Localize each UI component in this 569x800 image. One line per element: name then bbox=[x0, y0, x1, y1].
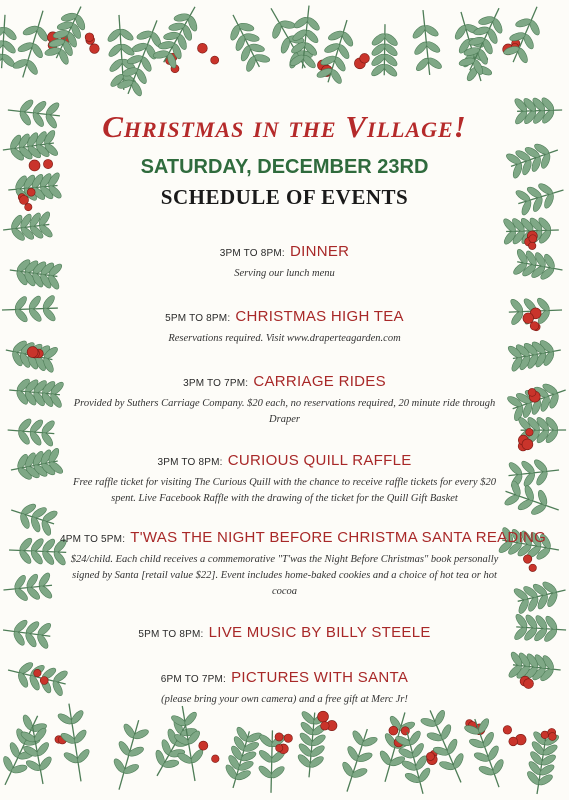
leaf-shape bbox=[486, 744, 500, 761]
leaf-shape bbox=[183, 710, 199, 727]
leaf-shape bbox=[132, 728, 149, 741]
event-item-live-music bbox=[60, 622, 509, 645]
berry-shape bbox=[27, 347, 38, 358]
leaf-shape bbox=[323, 42, 340, 55]
leaf-shape bbox=[433, 709, 446, 726]
leaf-shape bbox=[56, 20, 73, 31]
leaf-shape bbox=[543, 192, 556, 209]
event-description: Reservations required. Visit www.draperteagarden.com bbox=[168, 333, 401, 344]
leaf-shape bbox=[16, 671, 29, 688]
flyer-title: Christmas in the Village! bbox=[102, 109, 467, 144]
event-description: Provided by Suthers Carriage Company. $20 each, no reservations required, 20 minute ride through Draper bbox=[73, 398, 496, 425]
berry-shape bbox=[526, 428, 534, 436]
berry-shape bbox=[197, 43, 207, 53]
leaf-shape bbox=[11, 764, 28, 775]
leaf-shape bbox=[401, 759, 418, 772]
leaf-shape bbox=[527, 595, 540, 612]
berry-shape bbox=[523, 555, 532, 564]
berry-shape bbox=[19, 195, 28, 204]
leaf-shape bbox=[511, 162, 523, 179]
leaf-shape bbox=[240, 750, 257, 763]
event-description: (please bring your own camera) and a free gift at Merc Jr! bbox=[161, 694, 408, 705]
leaf-shape bbox=[458, 57, 475, 68]
leaf-shape bbox=[122, 763, 139, 776]
leaf-shape bbox=[72, 728, 88, 745]
leaf-shape bbox=[420, 717, 437, 728]
leaf-shape bbox=[234, 769, 251, 782]
berry-shape bbox=[212, 755, 220, 763]
leaf-shape bbox=[521, 159, 533, 176]
leaf-shape bbox=[546, 591, 559, 608]
event-title: T'WAS THE NIGHT BEFORE CHRISTMA SANTA READING bbox=[130, 529, 547, 546]
leaf-shape bbox=[515, 17, 532, 28]
berry-shape bbox=[211, 56, 219, 64]
leaf-shape bbox=[517, 597, 530, 614]
event-time: 5PM TO 8PM: bbox=[138, 629, 204, 640]
leaf-shape bbox=[29, 516, 41, 533]
event-title: PICTURES WITH SANTA bbox=[231, 669, 409, 686]
berry-shape bbox=[529, 242, 536, 249]
leaf-shape bbox=[173, 13, 190, 23]
leaf-shape bbox=[404, 771, 421, 784]
leaf-shape bbox=[356, 751, 373, 763]
leaf-shape bbox=[361, 735, 378, 747]
leaf-shape bbox=[69, 709, 85, 726]
leaf-shape bbox=[438, 760, 455, 771]
event-time: 3PM TO 8PM: bbox=[219, 248, 285, 259]
leaf-shape bbox=[162, 759, 179, 769]
leaf-shape bbox=[439, 723, 452, 740]
leaf-shape bbox=[452, 752, 465, 769]
berry-shape bbox=[40, 677, 48, 685]
event-time: 5PM TO 8PM: bbox=[165, 313, 231, 324]
leaf-shape bbox=[468, 737, 485, 749]
leaf-shape bbox=[28, 674, 41, 691]
event-time: 3PM TO 8PM: bbox=[157, 457, 223, 468]
leaf-shape bbox=[253, 53, 270, 63]
event-item-santa-pictures bbox=[60, 667, 509, 708]
leaf-shape bbox=[523, 484, 535, 501]
berry-shape bbox=[29, 160, 40, 171]
leaf-shape bbox=[237, 22, 254, 32]
berry-shape bbox=[276, 744, 283, 751]
event-title: LIVE MUSIC BY BILLY STEELE bbox=[208, 624, 431, 641]
berry-shape bbox=[523, 313, 534, 324]
event-title: CURIOUS QUILL RAFFLE bbox=[227, 452, 412, 469]
leaf-shape bbox=[536, 489, 548, 506]
leaf-shape bbox=[327, 29, 344, 42]
leaf-shape bbox=[40, 519, 52, 536]
berry-shape bbox=[27, 188, 35, 196]
leaf-shape bbox=[453, 24, 468, 41]
berry-shape bbox=[43, 159, 52, 168]
berry-shape bbox=[199, 741, 208, 750]
event-time: 6PM TO 7PM: bbox=[160, 674, 226, 685]
leaf-shape bbox=[473, 751, 490, 763]
event-item-quill-raffle bbox=[60, 450, 509, 507]
flyer-content bbox=[60, 108, 547, 708]
event-time: 4PM TO 5PM: bbox=[60, 534, 126, 545]
leaf-shape bbox=[38, 755, 54, 772]
berry-shape bbox=[509, 737, 518, 746]
berry-shape bbox=[284, 734, 292, 742]
event-item-carriage-rides bbox=[60, 371, 509, 428]
event-item-santa-reading bbox=[60, 527, 547, 600]
berry-shape bbox=[522, 439, 533, 450]
leaf-shape bbox=[61, 12, 78, 23]
berry-shape bbox=[389, 726, 398, 735]
leaf-shape bbox=[279, 37, 291, 54]
leaf-shape bbox=[531, 195, 544, 212]
leaf-shape bbox=[22, 24, 39, 37]
berry-shape bbox=[528, 388, 536, 396]
leaf-shape bbox=[351, 767, 368, 779]
berry-shape bbox=[34, 669, 41, 676]
leaf-shape bbox=[44, 46, 61, 57]
event-title: CARRIAGE RIDES bbox=[253, 373, 386, 390]
leaf-shape bbox=[271, 22, 283, 39]
event-description: $24/child. Each child receives a commemorative "T'was the Night Before Christmas" book personally signed by Santa [retail value $22]. Event includes home-baked cookies and a choice of hot tea or hot cocoa bbox=[70, 554, 499, 597]
schedule-heading: SCHEDULE OF EVENTS bbox=[160, 185, 409, 209]
berry-shape bbox=[85, 33, 94, 42]
leaf-shape bbox=[237, 759, 254, 772]
event-item-dinner bbox=[60, 241, 509, 282]
event-date: SATURDAY, DECEMBER 23RD bbox=[140, 156, 429, 178]
berry-shape bbox=[401, 727, 409, 735]
berry-shape bbox=[503, 726, 512, 735]
berry-shape bbox=[524, 679, 534, 689]
leaf-shape bbox=[248, 43, 265, 53]
event-time: 3PM TO 7PM: bbox=[183, 378, 249, 389]
leaf-shape bbox=[136, 29, 153, 41]
leaf-shape bbox=[19, 512, 31, 529]
leaf-shape bbox=[530, 155, 542, 172]
berry-shape bbox=[318, 711, 329, 722]
leaf-shape bbox=[131, 42, 148, 54]
leaf-shape bbox=[17, 41, 34, 54]
leaf-shape bbox=[12, 58, 29, 71]
leaf-shape bbox=[536, 593, 549, 610]
leaf-shape bbox=[426, 731, 443, 742]
event-description: Free raffle ticket for visiting The Curious Quill with the chance to receive raffle tickets for every $20 spent. Live Facebook Raffle with the drawing of the ticket for the Quill Gift Basket bbox=[73, 477, 496, 504]
berry-shape bbox=[530, 322, 539, 331]
leaf-shape bbox=[279, 20, 296, 30]
berry-shape bbox=[25, 203, 32, 210]
leaf-shape bbox=[243, 32, 260, 42]
leaf-shape bbox=[243, 741, 260, 754]
leaf-shape bbox=[446, 738, 459, 755]
event-description: Serving our lunch menu bbox=[234, 268, 335, 279]
leaf-shape bbox=[126, 54, 143, 66]
berry-shape bbox=[360, 53, 370, 63]
berry-shape bbox=[90, 44, 100, 54]
leaf-shape bbox=[127, 745, 144, 758]
leaf-shape bbox=[540, 152, 552, 169]
leaf-shape bbox=[75, 748, 91, 765]
leaf-shape bbox=[168, 22, 185, 32]
berry-shape bbox=[426, 752, 434, 760]
event-item-high-tea bbox=[60, 306, 509, 347]
leaf-shape bbox=[478, 765, 495, 777]
leaf-shape bbox=[478, 15, 495, 26]
berry-shape bbox=[548, 733, 556, 741]
berry-shape bbox=[275, 733, 283, 741]
leaf-shape bbox=[163, 31, 180, 41]
event-title: DINNER bbox=[289, 243, 350, 260]
leaf-shape bbox=[491, 758, 505, 775]
leaf-shape bbox=[520, 199, 533, 216]
berry-shape bbox=[321, 722, 330, 731]
event-title: CHRISTMAS HIGH TEA bbox=[235, 308, 404, 325]
berry-shape bbox=[529, 564, 536, 571]
berry-shape bbox=[529, 235, 537, 243]
